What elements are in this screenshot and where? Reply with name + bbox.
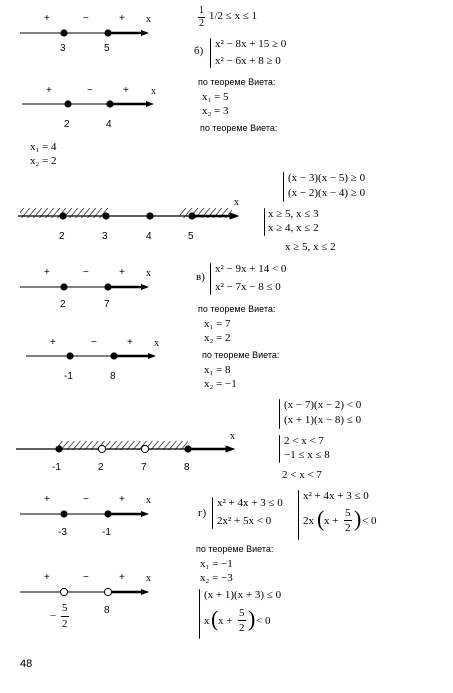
fraction-bar bbox=[238, 620, 246, 621]
factored-line: (x − 2)(x − 4) ≥ 0 bbox=[288, 187, 366, 199]
system-brace bbox=[210, 263, 211, 295]
tick-label: 2 bbox=[98, 462, 104, 473]
tick-label: -1 bbox=[52, 462, 61, 473]
axis-label: x bbox=[154, 338, 159, 349]
sign: + bbox=[123, 85, 129, 96]
frac-num: 1 bbox=[199, 5, 204, 16]
sign: − bbox=[83, 267, 89, 278]
number-line-5 bbox=[26, 352, 155, 359]
sign: − bbox=[83, 572, 89, 583]
number-line-2 bbox=[22, 100, 153, 107]
sign: + bbox=[44, 267, 50, 278]
point-8-open bbox=[104, 588, 111, 595]
tick-label: 8 bbox=[184, 462, 190, 473]
system-line-part: x bbox=[204, 615, 210, 627]
root-x1: x₁ = 5 bbox=[202, 91, 229, 103]
root-x2: x₂ = 3 bbox=[202, 105, 229, 117]
number-line-4 bbox=[20, 283, 148, 290]
axis-label: x bbox=[146, 573, 151, 584]
system-line: 2x² + 5x < 0 bbox=[217, 515, 272, 527]
system-brace bbox=[210, 38, 211, 68]
point-5 bbox=[188, 212, 195, 219]
point-3 bbox=[102, 212, 109, 219]
part-answer: x ≥ 5, x ≤ 2 bbox=[285, 241, 336, 253]
sign: − bbox=[83, 494, 89, 505]
sign: − bbox=[83, 13, 89, 24]
frac-den: 2 bbox=[239, 622, 245, 634]
system-line-part: < 0 bbox=[256, 615, 271, 627]
point-7-open bbox=[141, 445, 148, 452]
system-line: x² − 6x + 8 ≥ 0 bbox=[215, 55, 281, 67]
system-brace bbox=[199, 589, 200, 639]
tick-label: 5 bbox=[188, 231, 194, 242]
top-answer: 1/2 ≤ x ≤ 1 bbox=[209, 10, 258, 22]
root-x2: x₂ = −1 bbox=[204, 378, 237, 390]
axis-label: x bbox=[146, 268, 151, 279]
axis-label: x bbox=[230, 431, 235, 442]
number-line-7 bbox=[20, 510, 148, 517]
tick-label: -1 bbox=[64, 371, 73, 382]
system-brace bbox=[279, 399, 280, 429]
tick-label: -3 bbox=[58, 527, 67, 538]
sign: + bbox=[119, 572, 125, 583]
point-3 bbox=[60, 29, 67, 36]
point-minus1 bbox=[104, 510, 111, 517]
tick-label: 5 bbox=[104, 43, 110, 54]
paren-open: ( bbox=[317, 506, 325, 531]
interval-line: x ≥ 5, x ≤ 3 bbox=[268, 208, 319, 220]
tick-label: 7 bbox=[104, 299, 110, 310]
system-line: x² + 4x + 3 ≤ 0 bbox=[217, 497, 283, 509]
system-line-part: x + bbox=[324, 515, 339, 527]
sign: + bbox=[44, 494, 50, 505]
axis-label: x bbox=[146, 14, 151, 25]
sign: − bbox=[91, 337, 97, 348]
root-x2: x₂ = −3 bbox=[200, 572, 233, 584]
sign: + bbox=[119, 13, 125, 24]
root-x1: x₁ = 4 bbox=[30, 141, 57, 153]
point-minus1 bbox=[66, 352, 73, 359]
fraction-bar bbox=[61, 616, 69, 617]
viet-label: по теореме Виета: bbox=[196, 544, 274, 554]
frac-minus-sign: − bbox=[50, 610, 57, 622]
sign: + bbox=[127, 337, 133, 348]
system-line: x² − 7x − 8 ≤ 0 bbox=[215, 281, 281, 293]
system-brace bbox=[212, 497, 213, 529]
point-minus5over2-open bbox=[60, 588, 67, 595]
tick-label: 3 bbox=[102, 231, 108, 242]
tick-label: 4 bbox=[106, 119, 112, 130]
root-x1: x₁ = 7 bbox=[204, 318, 231, 330]
system-brace bbox=[264, 208, 265, 236]
root-x1: x₁ = 8 bbox=[204, 364, 231, 376]
frac-num: 5 bbox=[345, 507, 351, 519]
viet-label: по теореме Виета: bbox=[198, 304, 276, 314]
frac-den: 2 bbox=[199, 18, 204, 29]
viet-label: по теореме Виета: bbox=[202, 350, 280, 360]
point-4 bbox=[106, 100, 113, 107]
root-x2: x₂ = 2 bbox=[30, 155, 57, 167]
frac-den: 2 bbox=[345, 522, 351, 534]
frac-num: 5 bbox=[239, 607, 245, 619]
root-x1: x₁ = −1 bbox=[200, 558, 233, 570]
tick-label: 8 bbox=[110, 371, 116, 382]
point-8 bbox=[110, 352, 117, 359]
system-brace bbox=[283, 172, 284, 202]
fraction-bar bbox=[344, 520, 352, 521]
axis-label: x bbox=[151, 86, 156, 97]
frac-numerator: 5 bbox=[62, 602, 68, 614]
part-answer: 2 < x < 7 bbox=[282, 469, 322, 481]
sign: + bbox=[46, 85, 52, 96]
system-line: x² − 8x + 15 ≥ 0 bbox=[215, 38, 287, 50]
sign: − bbox=[87, 85, 93, 96]
system-line-part: x + bbox=[218, 615, 233, 627]
point-2-open bbox=[98, 445, 105, 452]
system-brace bbox=[298, 490, 299, 540]
viet-label: по теореме Виета: bbox=[200, 123, 278, 133]
point-2 bbox=[59, 212, 66, 219]
tick-label: 4 bbox=[146, 231, 152, 242]
tick-label: 8 bbox=[104, 605, 110, 616]
factored-line: (x − 7)(x − 2) < 0 bbox=[284, 399, 362, 411]
number-line-1 bbox=[20, 29, 148, 36]
paren-close: ) bbox=[354, 506, 362, 531]
viet-label: по теореме Виета: bbox=[198, 77, 276, 87]
interval-line: −1 ≤ x ≤ 8 bbox=[284, 449, 330, 461]
paren-close: ) bbox=[248, 606, 256, 631]
point-4 bbox=[146, 212, 153, 219]
page-number: 48 bbox=[20, 658, 33, 670]
axis-label: x bbox=[146, 495, 151, 506]
axis-label: x bbox=[234, 197, 239, 208]
tick-label: 2 bbox=[59, 231, 65, 242]
point-2 bbox=[64, 100, 71, 107]
sign: + bbox=[44, 13, 50, 24]
sign: + bbox=[119, 494, 125, 505]
tick-label: 2 bbox=[60, 299, 66, 310]
sign: + bbox=[50, 337, 56, 348]
system-line: x² − 9x + 14 < 0 bbox=[215, 263, 287, 275]
number-line-8 bbox=[20, 588, 148, 595]
system-brace bbox=[279, 435, 280, 463]
frac-denominator: 2 bbox=[62, 618, 68, 630]
point-minus1 bbox=[55, 445, 62, 452]
point-2 bbox=[60, 283, 67, 290]
system-line-part: < 0 bbox=[362, 515, 377, 527]
sign: + bbox=[119, 267, 125, 278]
factored-line: (x + 1)(x − 8) ≤ 0 bbox=[284, 414, 362, 426]
point-minus3 bbox=[60, 510, 67, 517]
part-letter: в) bbox=[196, 271, 205, 283]
paren-open: ( bbox=[211, 606, 219, 631]
number-line-3 bbox=[18, 208, 238, 220]
factored-line: (x + 1)(x + 3) ≤ 0 bbox=[204, 589, 282, 601]
system-line-part: 2x bbox=[303, 515, 314, 527]
tick-label: 2 bbox=[64, 119, 70, 130]
point-5 bbox=[104, 29, 111, 36]
factored-line: (x − 3)(x − 5) ≥ 0 bbox=[288, 172, 366, 184]
sign: + bbox=[44, 572, 50, 583]
tick-label: -1 bbox=[102, 527, 111, 538]
interval-line: 2 < x < 7 bbox=[284, 435, 324, 447]
part-letter: г) bbox=[198, 507, 207, 519]
tick-label: 7 bbox=[141, 462, 147, 473]
system-line: x² + 4x + 3 ≤ 0 bbox=[303, 490, 369, 502]
part-letter: б) bbox=[194, 45, 204, 57]
interval-line: x ≥ 4, x ≤ 2 bbox=[268, 222, 319, 234]
point-7 bbox=[104, 283, 111, 290]
tick-label: 3 bbox=[60, 43, 66, 54]
point-8 bbox=[184, 445, 191, 452]
root-x2: x₂ = 2 bbox=[204, 332, 231, 344]
number-line-6 bbox=[16, 441, 234, 453]
